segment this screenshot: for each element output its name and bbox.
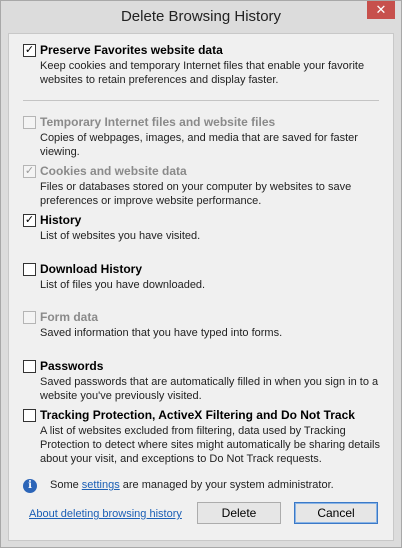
- option-description: Copies of webpages, images, and media that are saved for faster viewing.: [40, 132, 358, 158]
- option-description: A list of websites excluded from filtering, data used by Tracking Protection to detect where sites might automatically be sharing details about your visit, and exceptions to Do Not Track requests.: [40, 425, 380, 465]
- option-title: Download History: [40, 262, 143, 276]
- delete-button[interactable]: Delete: [197, 502, 281, 524]
- option-description: List of files you have downloaded.: [40, 279, 206, 291]
- separator: [23, 100, 379, 101]
- close-button[interactable]: [367, 1, 395, 19]
- temporary-internet-files-checkbox[interactable]: [23, 116, 36, 129]
- option-description: Files or databases stored on your computer by websites to save preferences or improve website performance.: [40, 181, 352, 207]
- about-deleting-history-link[interactable]: About deleting browsing history: [29, 508, 182, 520]
- settings-link[interactable]: settings: [81, 479, 120, 491]
- admin-info-text: [50, 479, 334, 491]
- admin-info: [23, 479, 383, 493]
- preserve-favorites-checkbox[interactable]: ✓: [24, 44, 35, 56]
- option-title: Preserve Favorites website data: [40, 43, 223, 57]
- admin-info-suffix: are managed by your system administrator.: [119, 479, 334, 491]
- close-icon: ✕: [375, 2, 387, 17]
- option-title: Passwords: [40, 359, 104, 373]
- option-title: Temporary Internet files and website files: [40, 115, 276, 129]
- history-checkbox[interactable]: ✓: [24, 214, 35, 226]
- option-description: Saved information that you have typed into forms.: [40, 327, 283, 339]
- option-title: History: [40, 213, 82, 227]
- option-description: Keep cookies and temporary Internet files that enable your favorite websites to retain preferences and display faster.: [40, 60, 365, 86]
- option-description: List of websites you have visited.: [40, 230, 201, 242]
- admin-info-prefix: Some: [50, 479, 82, 491]
- option-description: Saved passwords that are automatically filled in when you sign in to a website you've previously visited.: [40, 376, 379, 402]
- info-icon: i: [23, 479, 37, 493]
- window-title: Delete Browsing History: [120, 8, 282, 25]
- dialog-body: [8, 33, 394, 541]
- passwords-checkbox[interactable]: [23, 360, 36, 373]
- download-history-checkbox[interactable]: [23, 263, 36, 276]
- option-title: Cookies and website data: [40, 164, 187, 178]
- cookies-checkbox[interactable]: ✓: [24, 165, 35, 177]
- option-title: Form data: [40, 310, 99, 324]
- title-bar[interactable]: [1, 1, 401, 33]
- form-data-checkbox[interactable]: [23, 311, 36, 324]
- tracking-protection-checkbox[interactable]: [23, 409, 36, 422]
- option-title: Tracking Protection, ActiveX Filtering and Do Not Track: [40, 408, 355, 422]
- cancel-button[interactable]: Cancel: [294, 502, 378, 524]
